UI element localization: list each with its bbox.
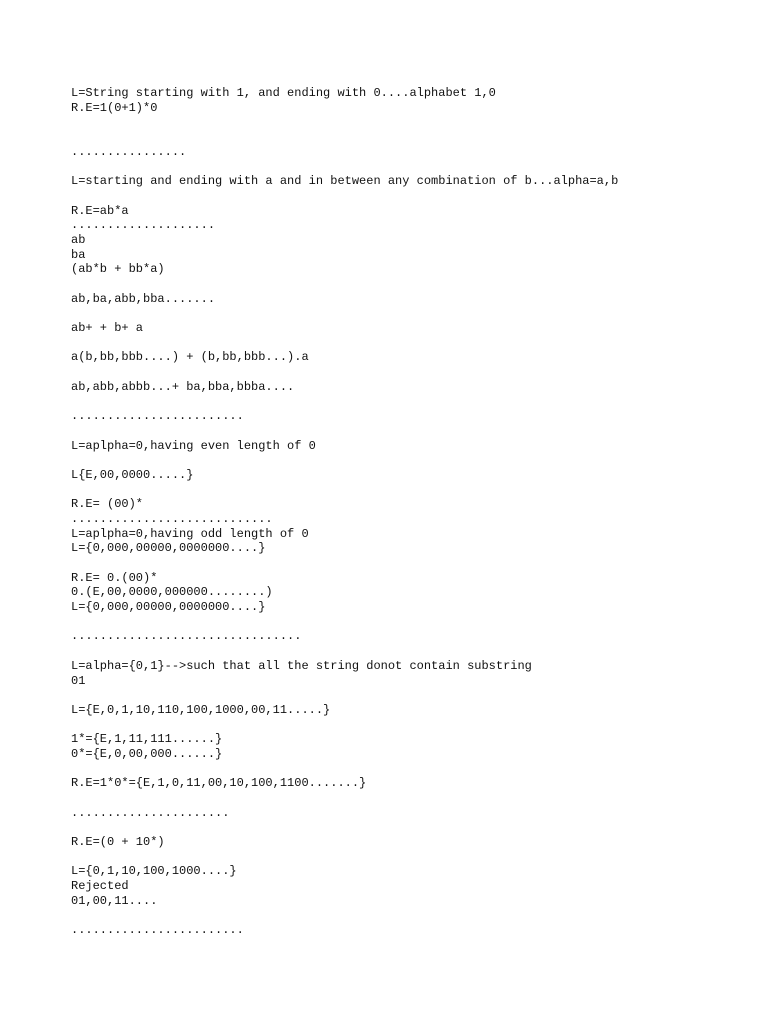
text-line bbox=[71, 306, 751, 321]
text-line: L={0,000,00000,0000000....} bbox=[71, 541, 266, 556]
text-line: ........................ bbox=[71, 409, 244, 424]
text-line: L=aplpha=0,having odd length of 0 bbox=[71, 526, 309, 541]
text-line bbox=[71, 130, 751, 145]
text-line: 1*={E,1,11,111......} bbox=[71, 732, 223, 747]
text-line: ab bbox=[71, 232, 86, 247]
text-line: R.E= 0.(00)* bbox=[71, 570, 158, 585]
text-line: L=String starting with 1, and ending with 0....alphabet 1,0 bbox=[71, 86, 496, 100]
text-line: L=alpha={0,1}-->such that all the string donot contain substring bbox=[71, 658, 532, 673]
text-line bbox=[71, 762, 751, 777]
text-line bbox=[71, 424, 751, 439]
text-line: ................ bbox=[71, 144, 187, 159]
text-line: R.E=1(0+1)*0 bbox=[71, 100, 158, 115]
text-line bbox=[71, 365, 751, 380]
text-line bbox=[71, 277, 751, 292]
text-line: (ab*b + bb*a) bbox=[71, 262, 165, 277]
text-line: ........................ bbox=[71, 923, 244, 938]
text-line: L=starting and ending with a and in between any combination of b...alpha=a,b bbox=[71, 174, 619, 189]
text-line bbox=[71, 644, 751, 659]
document-body bbox=[71, 86, 751, 938]
text-line: 01 bbox=[71, 673, 86, 688]
text-line: L=aplpha=0,having even length of 0 bbox=[71, 438, 316, 453]
text-line: a(b,bb,bbb....) + (b,bb,bbb...).a bbox=[71, 350, 309, 365]
text-line bbox=[71, 615, 751, 630]
text-line: L{E,00,0000.....} bbox=[71, 467, 194, 482]
text-line: ...................... bbox=[71, 805, 230, 820]
text-line: 0*={E,0,00,000......} bbox=[71, 746, 223, 761]
text-line: R.E=(0 + 10*) bbox=[71, 835, 165, 850]
text-line: R.E=ab*a bbox=[71, 203, 129, 218]
text-line bbox=[71, 189, 751, 204]
text-line bbox=[71, 394, 751, 409]
text-line bbox=[71, 791, 751, 806]
text-line: ............................ bbox=[71, 511, 273, 526]
text-line: L={E,0,1,10,110,100,1000,00,11.....} bbox=[71, 702, 331, 717]
text-line: ................................ bbox=[71, 629, 302, 644]
text-line bbox=[71, 336, 751, 351]
text-line bbox=[71, 850, 751, 865]
text-line bbox=[71, 453, 751, 468]
text-line bbox=[71, 820, 751, 835]
text-line bbox=[71, 688, 751, 703]
text-line: L={0,1,10,100,1000....} bbox=[71, 864, 237, 879]
text-line: L={0,000,00000,0000000....} bbox=[71, 600, 266, 615]
text-line bbox=[71, 159, 751, 174]
text-line: 0.(E,00,0000,000000........) bbox=[71, 585, 273, 600]
text-line: Rejected bbox=[71, 879, 129, 894]
text-line: ab,ba,abb,bba....... bbox=[71, 291, 216, 306]
text-line bbox=[71, 556, 751, 571]
text-line: .................... bbox=[71, 218, 216, 233]
text-line bbox=[71, 718, 751, 733]
text-line: ba bbox=[71, 247, 86, 262]
text-line: 01,00,11.... bbox=[71, 893, 158, 908]
text-line: R.E= (00)* bbox=[71, 497, 144, 512]
text-line: ab+ + b+ a bbox=[71, 321, 144, 335]
text-line bbox=[71, 115, 751, 130]
text-line bbox=[71, 909, 751, 924]
text-line: ab,abb,abbb...+ ba,bba,bbba.... bbox=[71, 379, 295, 394]
text-line bbox=[71, 483, 751, 498]
text-line: R.E=1*0*={E,1,0,11,00,10,100,1100.......} bbox=[71, 776, 367, 791]
